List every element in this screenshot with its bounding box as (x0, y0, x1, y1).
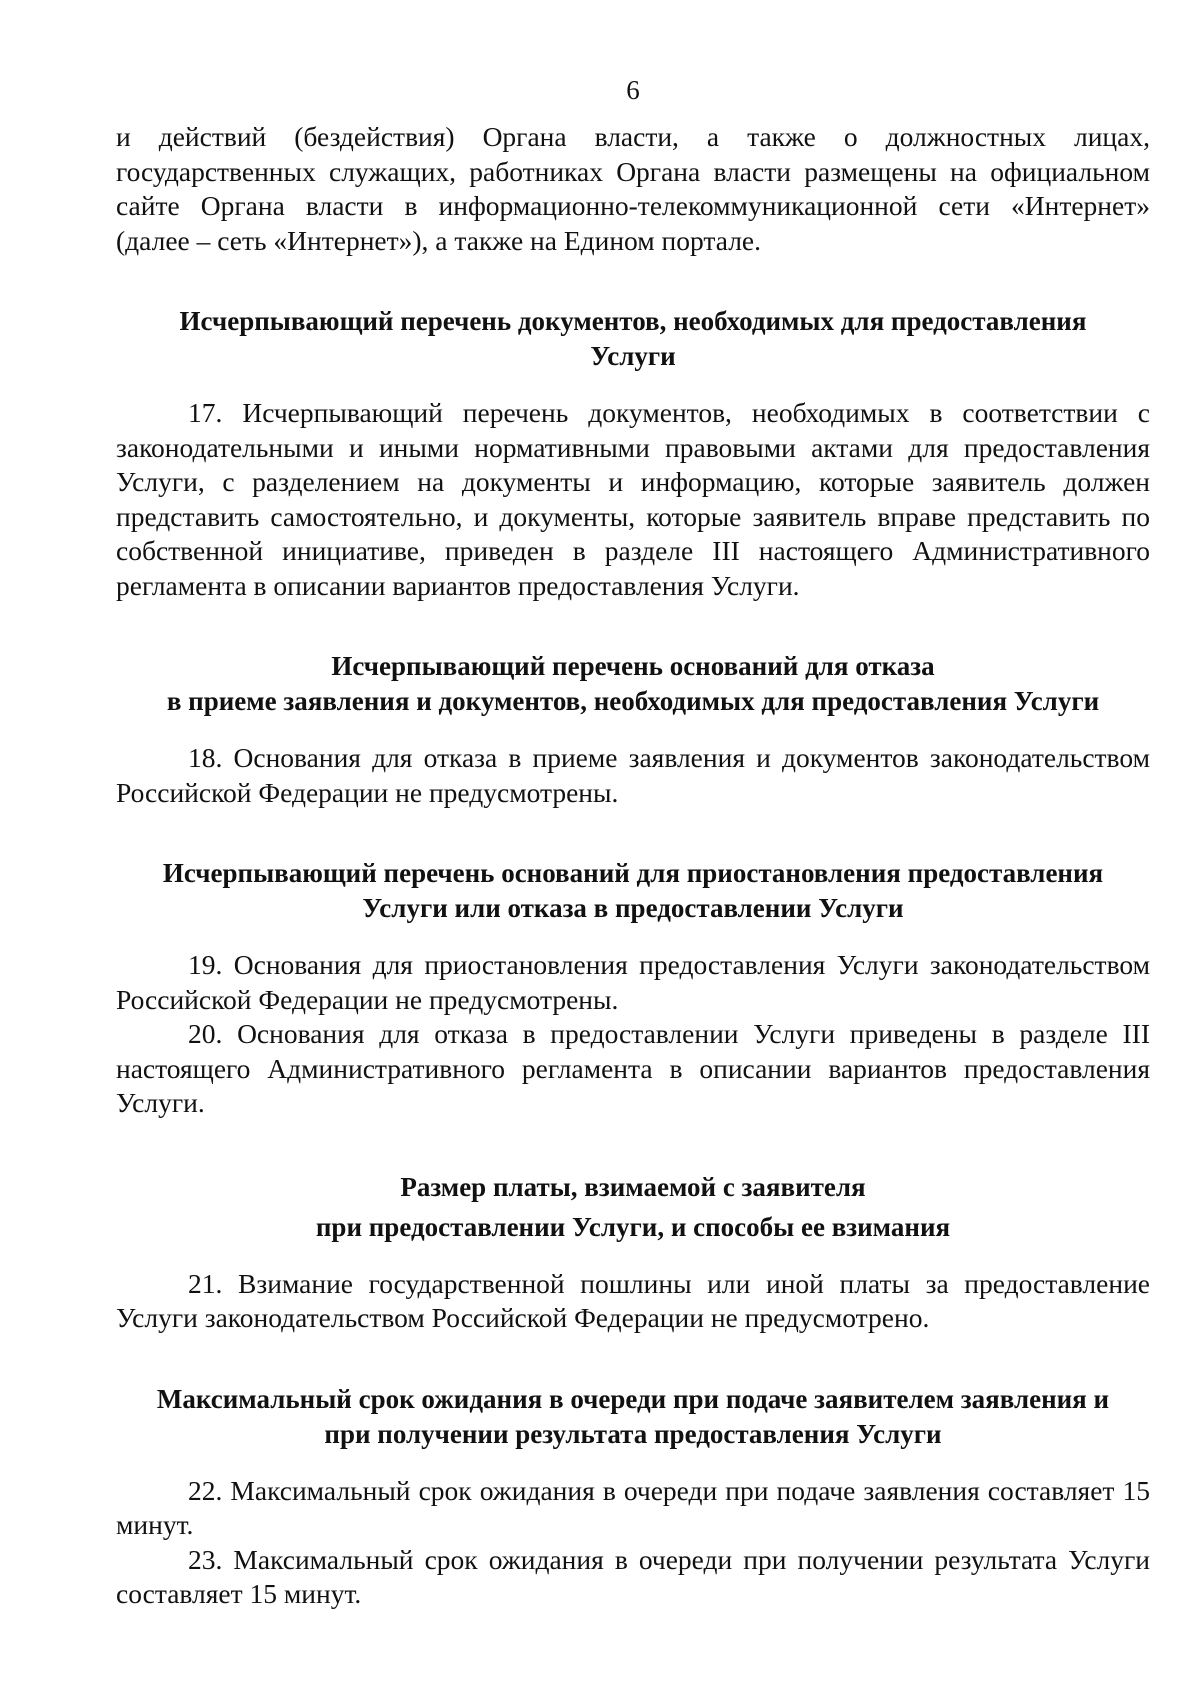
section-suspension-refusal-grounds (116, 856, 1150, 1121)
page-number: 6 (626, 75, 640, 105)
document-page (116, 70, 1150, 1612)
intro-paragraph (116, 120, 1150, 258)
paragraph-20: 20. Основания для отказа в предоставлении Услуги приведены в разделе III настоящего Административного регламента в описании вариантов предоставления Услуги. (116, 1018, 1150, 1118)
intro-line: (далее – сеть «Интернет»), а также на Едином портале. (116, 224, 762, 256)
paragraph-22: 22. Максимальный срок ожидания в очереди при подаче заявления составляет 15 минут. (116, 1474, 1150, 1540)
section-required-documents (116, 304, 1150, 603)
section-heading: Исчерпывающий перечень оснований для отказа в приеме заявления и документов, необходимых для предоставления Услуги (166, 651, 1100, 716)
section-queue-time (116, 1382, 1150, 1612)
section-heading: Исчерпывающий перечень оснований для приостановления предоставления Услуги или отказа в предоставлении Услуги (162, 858, 1104, 923)
section-heading: Максимальный срок ожидания в очереди при подаче заявителем заявления и при получении результата предоставления Услуги (156, 1383, 1110, 1449)
section-heading: Размер платы, взимаемой с заявителя при предоставлении Услуги, и способы ее взимания (315, 1171, 951, 1242)
section-heading: Исчерпывающий перечень документов, необходимых для предоставления Услуги (179, 306, 1087, 371)
intro-line: и действий (бездействия) Органа власти, а также о должностных лицах, (116, 121, 1150, 152)
paragraph-17: 17. Исчерпывающий перечень документов, необходимых в соответствии с законодательными и иными нормативными правовыми актами для предоставления Услуги, с разделением на документы и информацию, которые заявитель должен представить самостоятельно, и документы, которые заявитель вправе представить по собственной инициативе, приведен в разделе III настоящего Административного регламента в описании вариантов предоставления Услуги. (116, 397, 1150, 601)
intro-line: государственных служащих, работниках Органа власти размещены на официальном (116, 155, 1150, 187)
intro-line: сайте Органа власти в информационно-телекоммуникационной сети «Интернет» (116, 190, 1150, 221)
paragraph-23: 23. Максимальный срок ожидания в очереди при получении результата Услуги составляет 15 минут. (116, 1543, 1150, 1609)
paragraph-18: 18. Основания для отказа в приеме заявления и документов законодательством Российской Федерации не предусмотрены. (116, 742, 1150, 808)
paragraph-19: 19. Основания для приостановления предоставления Услуги законодательством Российской Федерации не предусмотрены. (116, 949, 1150, 1015)
section-fee (116, 1167, 1150, 1336)
section-refusal-grounds-reception (116, 649, 1150, 810)
paragraph-21: 21. Взимание государственной пошлины или иной платы за предоставление Услуги законодательством Российской Федерации не предусмотрено. (116, 1267, 1150, 1333)
